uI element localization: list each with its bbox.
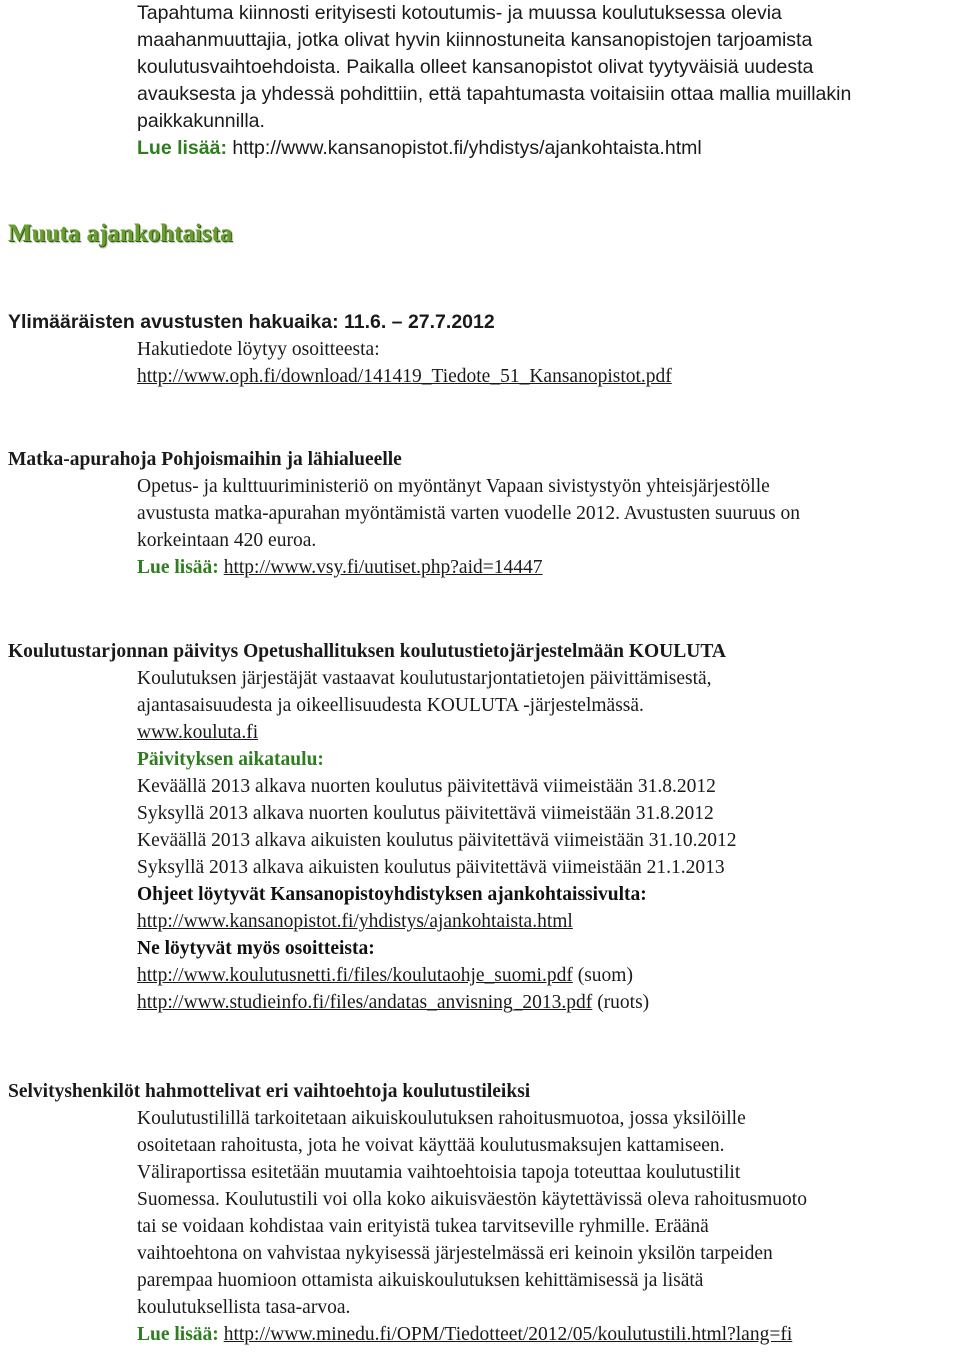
intro-line: koulutusvaihtoehdoista. Paikalla olleet kansanopistot olivat tyytyväisiä uudesta [137, 56, 814, 78]
schedule-line: Keväällä 2013 alkava nuorten koulutus päivitettävä viimeistään 31.8.2012 [137, 776, 716, 797]
lang-note: (suom) [577, 965, 633, 986]
lang-note: (ruots) [597, 992, 650, 1013]
intro-line: maahanmuuttajia, jotka olivat hyvin kiinnostuneita kansanopistojen tarjoamista [137, 29, 813, 51]
item-body [8, 473, 958, 581]
item-title: Selvityshenkilöt hahmottelivat eri vaihtoehtoja koulutustileiksi [8, 1081, 531, 1102]
matka-link[interactable]: http://www.vsy.fi/uutiset.php?aid=14447 [223, 557, 543, 578]
intro-more [137, 135, 937, 162]
item-title: Koulutustarjonnan päivitys Opetushallituksen koulutustietojärjestelmään KOULUTA [8, 641, 726, 662]
item-text: koulutuksellista tasa-arvoa. [137, 1297, 351, 1318]
schedule-line: Keväällä 2013 alkava aikuisten koulutus päivitettävä viimeistään 31.10.2012 [137, 830, 737, 851]
avustukset-link[interactable]: http://www.oph.fi/download/141419_Tiedote_51_Kansanopistot.pdf [137, 366, 672, 387]
intro-more-link[interactable]: http://www.kansanopistot.fi/yhdistys/ajankohtaista.html [232, 137, 702, 159]
guide-link-finnish[interactable]: http://www.koulutusnetti.fi/files/koulutaohje_suomi.pdf [137, 965, 573, 986]
item-text: tai se voidaan kohdistaa vain erityistä tukea tarvitseville ryhmille. Eräänä [137, 1216, 709, 1237]
news-item-koulutustili [8, 1078, 958, 1348]
item-text: Koulutuksen järjestäjät vastaavat koulutustarjontatietojen päivittämisestä, [137, 668, 712, 689]
item-text: Opetus- ja kulttuuriministeriö on myöntänyt Vapaan sivistystyön yhteisjärjestölle [137, 476, 770, 497]
item-text: Väliraportissa esitetään muutamia vaihtoehtoisia tapoja toteuttaa koulutustilit [137, 1162, 741, 1183]
news-item-avustukset [8, 309, 958, 390]
item-text: korkeintaan 420 euroa. [137, 530, 317, 551]
item-text: Koulutustilillä tarkoitetaan aikuiskoulutuksen rahoitusmuotoa, jossa yksilöille [137, 1108, 746, 1129]
schedule-line: Syksyllä 2013 alkava nuorten koulutus päivitettävä viimeistään 31.8.2012 [137, 803, 714, 824]
item-text: ajantasaisuudesta ja oikeellisuudesta KOULUTA -järjestelmässä. [137, 695, 644, 716]
news-item-matka [8, 446, 958, 581]
intro-paragraph [137, 0, 937, 162]
item-title: Ylimääräisten avustusten hakuaika: 11.6. – 27.7.2012 [8, 311, 495, 333]
schedule-label: Päivityksen aikataulu: [137, 749, 324, 770]
more-label: Lue lisää: [137, 1324, 219, 1345]
item-body [8, 336, 958, 390]
more-label: Lue lisää: [137, 137, 227, 159]
intro-line: avauksesta ja yhdessä pohdittiin, että tapahtumasta voitaisiin ottaa mallia muillakin [137, 83, 852, 105]
item-text: Suomessa. Koulutustili voi olla koko aikuisväestön käytettävissä oleva rahoitusmuoto [137, 1189, 807, 1210]
more-label: Lue lisää: [137, 557, 219, 578]
guide-link[interactable]: http://www.kansanopistot.fi/yhdistys/ajankohtaista.html [137, 911, 573, 932]
tili-link[interactable]: http://www.minedu.fi/OPM/Tiedotteet/2012/05/koulutustili.html?lang=fi [223, 1324, 793, 1345]
section-title: Muuta ajankohtaista [8, 220, 233, 247]
item-text: avustusta matka-apurahan myöntämistä varten vuodelle 2012. Avustusten suuruus on [137, 503, 801, 524]
guide-label: Ohjeet löytyvät Kansanopistoyhdistyksen ajankohtaissivulta: [137, 884, 647, 905]
guide-link-swedish[interactable]: http://www.studieinfo.fi/files/andatas_anvisning_2013.pdf [137, 992, 593, 1013]
item-body [8, 665, 958, 1016]
kouluta-link[interactable]: www.kouluta.fi [137, 722, 259, 743]
intro-line: Tapahtuma kiinnosti erityisesti kotoutumis- ja muussa koulutuksessa olevia [137, 2, 782, 24]
schedule-line: Syksyllä 2013 alkava aikuisten koulutus päivitettävä viimeistään 21.1.2013 [137, 857, 725, 878]
intro-line: paikkakunnilla. [137, 110, 265, 132]
item-text: Hakutiedote löytyy osoitteesta: [137, 339, 380, 360]
item-text: vaihtoehtona on vahvistaa nykyisessä järjestelmässä eri keinoin yksilön tarpeiden [137, 1243, 773, 1264]
news-item-kouluta [8, 638, 958, 1016]
item-text: parempaa huomioon ottamista aikuiskoulutuksen kehittämisessä ja lisätä [137, 1270, 704, 1291]
item-title: Matka-apurahoja Pohjoismaihin ja lähialueelle [8, 449, 402, 470]
item-text: osoitetaan rahoitusta, jota he voivat käyttää koulutusmaksujen kattamiseen. [137, 1135, 725, 1156]
item-body [8, 1105, 958, 1348]
also-label: Ne löytyvät myös osoitteista: [137, 938, 375, 959]
